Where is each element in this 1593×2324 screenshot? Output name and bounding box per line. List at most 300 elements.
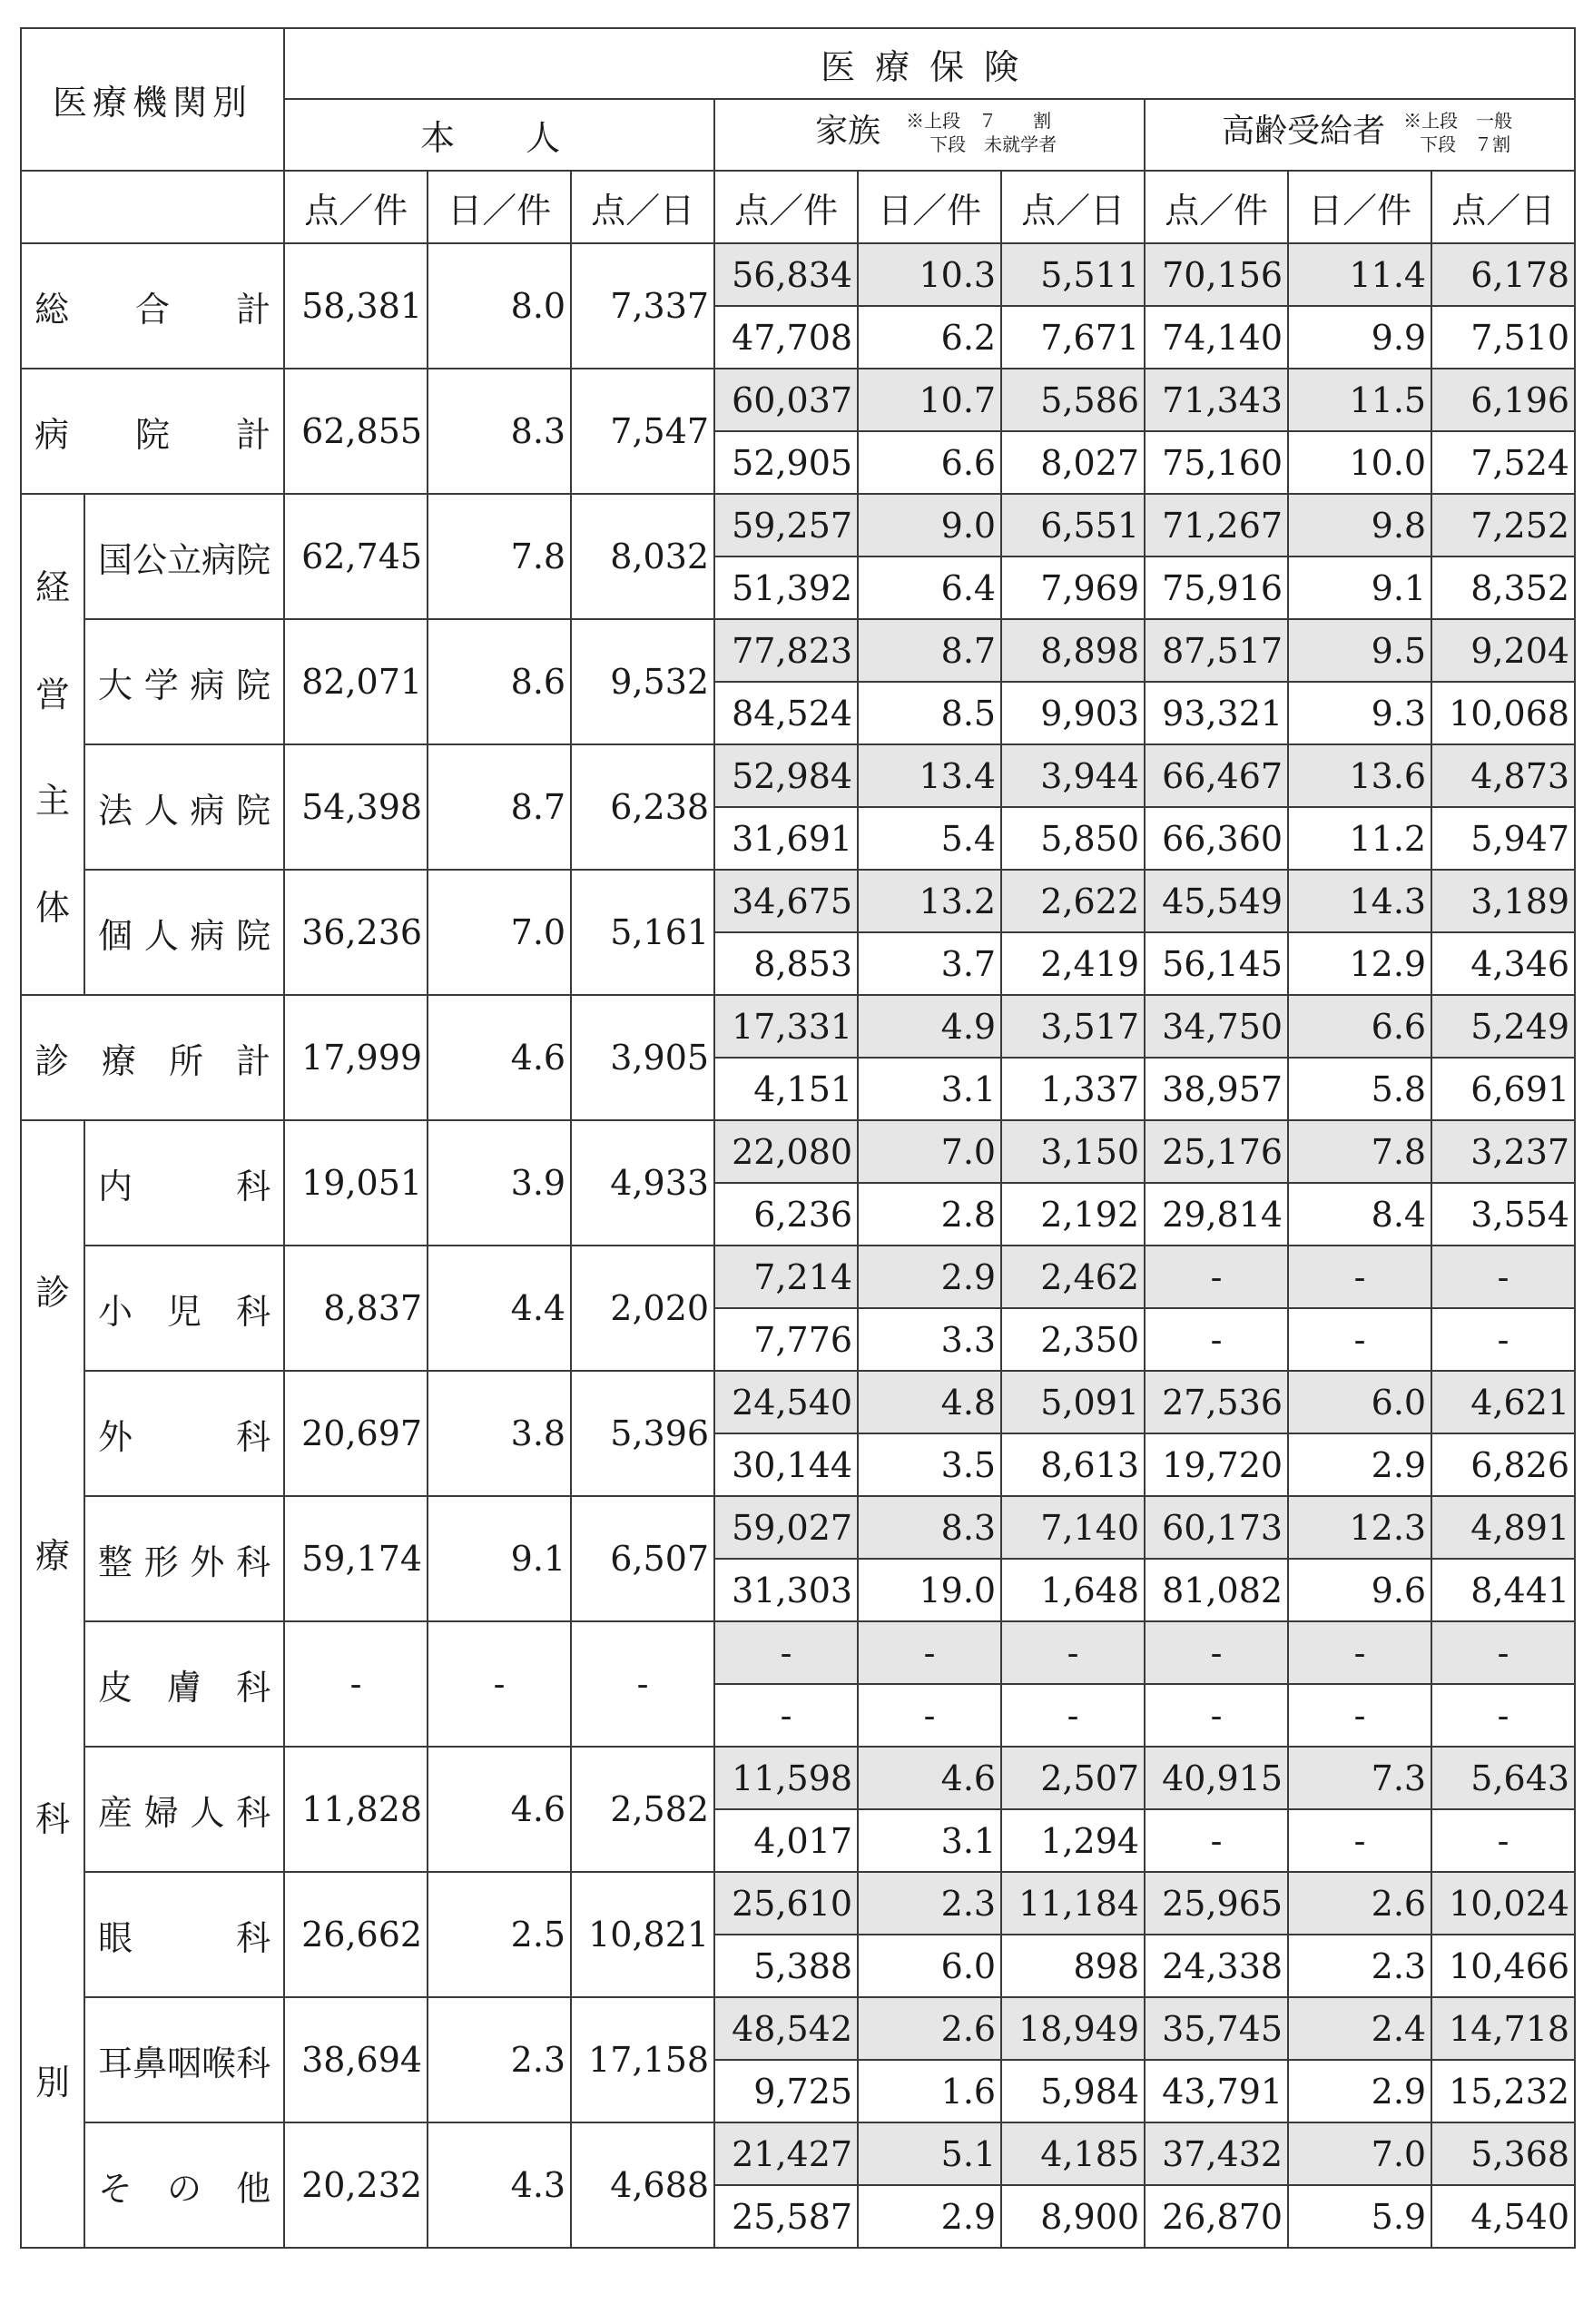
upper-value: 59,257 (714, 494, 858, 556)
upper-value: 35,745 (1145, 1997, 1288, 2060)
lower-value: 8,853 (714, 932, 858, 995)
lower-value: 19,720 (1145, 1433, 1288, 1496)
upper-value: 13.2 (858, 870, 1001, 932)
row-label-char: 計 (236, 289, 271, 330)
upper-value: 6,178 (1431, 243, 1575, 306)
upper-value: 4.6 (858, 1747, 1001, 1809)
lower-value: 7,524 (1431, 431, 1575, 494)
upper-value: 8.7 (858, 619, 1001, 682)
lower-value: 898 (1001, 1935, 1145, 1997)
upper-value: 4,891 (1431, 1496, 1575, 1559)
table-row-upper (21, 243, 1575, 306)
lower-value: 5.9 (1288, 2185, 1431, 2248)
row-label-char: 科 (236, 1541, 271, 1582)
koureisha-header-box (1146, 100, 1574, 170)
lower-value: 1,648 (1001, 1559, 1145, 1621)
lower-value: 74,140 (1145, 306, 1288, 369)
upper-value: 7.8 (1288, 1120, 1431, 1183)
koureisha-note-lower: 下段 ７割 (1420, 133, 1511, 155)
upper-value: 5,643 (1431, 1747, 1575, 1809)
medical-fee-table-wrapper (20, 27, 1576, 2249)
row-label-char: 病 (190, 790, 225, 831)
honnin-value: 17,999 (284, 995, 428, 1120)
upper-value: - (1431, 1246, 1575, 1308)
row-label-char: 形 (143, 1541, 179, 1582)
honnin-value: 6,238 (571, 744, 714, 870)
honnin-value: 2.3 (428, 1997, 571, 2122)
honnin-value: - (284, 1621, 428, 1747)
table-row-upper (21, 1747, 1575, 1809)
row-label-char: 個 (98, 915, 133, 956)
table-row-upper (21, 744, 1575, 807)
lower-value: 6,826 (1431, 1433, 1575, 1496)
honnin-value: 8,032 (571, 494, 714, 619)
upper-value: 4,873 (1431, 744, 1575, 807)
upper-value: 3,517 (1001, 995, 1145, 1058)
row-label-char: 院 (236, 665, 271, 705)
row-label (85, 532, 283, 582)
honnin-value: 62,745 (284, 494, 428, 619)
honnin-value: 2.5 (428, 1872, 571, 1997)
upper-value: 13.4 (858, 744, 1001, 807)
lower-value: 3.1 (858, 1058, 1001, 1120)
row-label-char: 国 (98, 539, 133, 580)
honnin-value: 6,507 (571, 1496, 714, 1621)
honnin-value: 8,837 (284, 1246, 428, 1371)
upper-value: 2.9 (858, 1246, 1001, 1308)
kazoku-header (714, 99, 1145, 171)
row-label-char: 計 (236, 1040, 271, 1081)
honnin-value: - (571, 1621, 714, 1747)
unit-header-cell: 点／件 (284, 171, 428, 243)
lower-value: 2,192 (1001, 1183, 1145, 1246)
row-label-cell (84, 744, 284, 870)
row-label-char: 咽 (167, 2043, 202, 2083)
upper-value: 6.6 (1288, 995, 1431, 1058)
upper-value: 2.6 (858, 1997, 1001, 2060)
honnin-value: 38,694 (284, 1997, 428, 2122)
group-label-char: 体 (34, 887, 70, 928)
lower-value: 24,338 (1145, 1935, 1288, 1997)
honnin-value: 26,662 (284, 1872, 428, 1997)
honnin-value: 5,396 (571, 1371, 714, 1496)
lower-value: 6.4 (858, 556, 1001, 619)
group-label-char: 営 (34, 674, 70, 714)
lower-value: 25,587 (714, 2185, 858, 2248)
unit-header-cell: 日／件 (1288, 171, 1431, 243)
lower-value: 5,388 (714, 1935, 858, 1997)
lower-value: 6.2 (858, 306, 1001, 369)
honnin-value: 8.0 (428, 243, 571, 369)
upper-value: 3,189 (1431, 870, 1575, 932)
lower-value: 4,540 (1431, 2185, 1575, 2248)
upper-value: 77,823 (714, 619, 858, 682)
lower-value: 1,294 (1001, 1809, 1145, 1872)
kazoku-note-lower: 下段 未就学者 (929, 133, 1057, 155)
row-label-char: 大 (98, 665, 133, 705)
lower-value: 30,144 (714, 1433, 858, 1496)
upper-value: 14.3 (1288, 870, 1431, 932)
lower-value: 8.4 (1288, 1183, 1431, 1246)
lower-value: 10,466 (1431, 1935, 1575, 1997)
row-label-char: 鼻 (133, 2043, 168, 2083)
group-label-char: 別 (34, 2062, 70, 2102)
upper-value: 40,915 (1145, 1747, 1288, 1809)
lower-value: 29,814 (1145, 1183, 1288, 1246)
table-row-upper (21, 1371, 1575, 1433)
row-label-char: 耳 (98, 2043, 133, 2083)
row-label-cell (84, 1747, 284, 1872)
lower-value: 6,236 (714, 1183, 858, 1246)
honnin-value: 5,161 (571, 870, 714, 995)
upper-value: 2,462 (1001, 1246, 1145, 1308)
lower-value: 66,360 (1145, 807, 1288, 870)
honnin-value: 9.1 (428, 1496, 571, 1621)
row-label-cell (84, 2122, 284, 2248)
group-label-keiei (21, 494, 84, 995)
row-label-char: 他 (236, 2168, 271, 2209)
row-label-cell (84, 1496, 284, 1621)
upper-value: 5,091 (1001, 1371, 1145, 1433)
honnin-value: 82,071 (284, 619, 428, 744)
upper-value: 34,750 (1145, 995, 1288, 1058)
row-label (22, 1033, 283, 1083)
row-label-char: 合 (135, 289, 171, 330)
upper-value: 9.0 (858, 494, 1001, 556)
upper-value: 25,965 (1145, 1872, 1288, 1935)
row-label-cell (84, 1621, 284, 1747)
lower-value: 9,903 (1001, 682, 1145, 744)
lower-value: 6.0 (858, 1935, 1001, 1997)
upper-value: 71,343 (1145, 369, 1288, 431)
upper-value: 3,237 (1431, 1120, 1575, 1183)
upper-value: 21,427 (714, 2122, 858, 2185)
upper-value: 4,621 (1431, 1371, 1575, 1433)
upper-value: 7.3 (1288, 1747, 1431, 1809)
row-label (85, 908, 283, 958)
upper-value: 22,080 (714, 1120, 858, 1183)
lower-value: 75,916 (1145, 556, 1288, 619)
upper-value: 4.8 (858, 1371, 1001, 1433)
upper-value: 11,184 (1001, 1872, 1145, 1935)
row-label-char: 喉 (202, 2043, 237, 2083)
table-row-upper (21, 369, 1575, 431)
lower-value: 93,321 (1145, 682, 1288, 744)
upper-value: - (714, 1621, 858, 1684)
row-label-char: 整 (98, 1541, 133, 1582)
row-label-cell (21, 369, 284, 494)
lower-value: 8,613 (1001, 1433, 1145, 1496)
koureisha-header-label: 高齢受給者 (1222, 113, 1386, 150)
lower-value: 6.6 (858, 431, 1001, 494)
upper-value: 10.7 (858, 369, 1001, 431)
honnin-value: 3.8 (428, 1371, 571, 1496)
upper-value: 34,675 (714, 870, 858, 932)
row-label (85, 657, 283, 707)
honnin-value: 11,828 (284, 1747, 428, 1872)
lower-value: - (1288, 1308, 1431, 1371)
honnin-value: 59,174 (284, 1496, 428, 1621)
row-label-cell (84, 1872, 284, 1997)
upper-value: 48,542 (714, 1997, 858, 2060)
lower-value: 5.8 (1288, 1058, 1431, 1120)
upper-value: 60,037 (714, 369, 858, 431)
honnin-value: 8.7 (428, 744, 571, 870)
koureisha-header (1145, 99, 1575, 171)
upper-value: 52,984 (714, 744, 858, 807)
upper-value: 4,185 (1001, 2122, 1145, 2185)
honnin-value: 20,697 (284, 1371, 428, 1496)
unit-header-cell: 点／件 (714, 171, 858, 243)
row-label-char: 人 (143, 790, 179, 831)
upper-value: 7.0 (858, 1120, 1001, 1183)
row-label-char: 科 (236, 1667, 271, 1708)
upper-value: 13.6 (1288, 744, 1431, 807)
medical-fee-table (20, 27, 1576, 2249)
row-label-char: 内 (98, 1166, 133, 1206)
honnin-value: 4.4 (428, 1246, 571, 1371)
upper-value: 2.6 (1288, 1872, 1431, 1935)
upper-value: 12.3 (1288, 1496, 1431, 1559)
lower-value: 2.9 (1288, 1433, 1431, 1496)
unit-header-blank (21, 171, 284, 243)
row-label-char: 院 (236, 915, 271, 956)
upper-value: 25,610 (714, 1872, 858, 1935)
row-label-cell (21, 995, 284, 1120)
kazoku-header-box (715, 100, 1144, 170)
unit-header-cell: 点／日 (1001, 171, 1145, 243)
lower-value: 10,068 (1431, 682, 1575, 744)
upper-value: - (1288, 1246, 1431, 1308)
group-label-char: 経 (34, 567, 70, 608)
lower-value: 26,870 (1145, 2185, 1288, 2248)
honnin-value: 7.8 (428, 494, 571, 619)
lower-value: 19.0 (858, 1559, 1001, 1621)
group-label-char: 診 (34, 1272, 70, 1313)
lower-value: 9.6 (1288, 1559, 1431, 1621)
lower-value: 38,957 (1145, 1058, 1288, 1120)
upper-value: 11.4 (1288, 243, 1431, 306)
table-row-upper (21, 1621, 1575, 1684)
upper-value: 17,331 (714, 995, 858, 1058)
lower-value: 5,947 (1431, 807, 1575, 870)
row-label-char: 科 (236, 1917, 271, 1958)
lower-value: 43,791 (1145, 2060, 1288, 2122)
upper-value: 10,024 (1431, 1872, 1575, 1935)
lower-value: - (1145, 1684, 1288, 1747)
lower-value: 2.9 (858, 2185, 1001, 2248)
lower-value: - (1288, 1684, 1431, 1747)
lower-value: - (1145, 1308, 1288, 1371)
upper-value: 70,156 (1145, 243, 1288, 306)
upper-value: 7.0 (1288, 2122, 1431, 2185)
category-header-label: 医療機関別 (53, 83, 253, 123)
upper-value: 5,249 (1431, 995, 1575, 1058)
row-label-char: 外 (98, 1416, 133, 1457)
table-row-upper (21, 995, 1575, 1058)
upper-value: 8,898 (1001, 619, 1145, 682)
table-row-upper (21, 619, 1575, 682)
row-label-char: 科 (236, 2043, 271, 2083)
lower-value: 8,027 (1001, 431, 1145, 494)
row-label-char: 病 (190, 915, 225, 956)
honnin-value: 4,933 (571, 1120, 714, 1246)
upper-value: - (1288, 1621, 1431, 1684)
lower-value: 2.3 (1288, 1935, 1431, 1997)
row-label-cell (84, 1120, 284, 1246)
row-label (22, 407, 283, 457)
upper-value: 3,150 (1001, 1120, 1145, 1183)
row-label-char: 産 (98, 1792, 133, 1833)
kazoku-header-label: 家族 (815, 113, 881, 150)
upper-value: 2.3 (858, 1872, 1001, 1935)
upper-value: 6.0 (1288, 1371, 1431, 1433)
row-label-char: 診 (34, 1040, 70, 1081)
group-label-char: 主 (34, 781, 70, 822)
row-label-char: 公 (133, 539, 168, 580)
lower-value: 56,145 (1145, 932, 1288, 995)
upper-value: 4.9 (858, 995, 1001, 1058)
row-label-char: 病 (202, 539, 237, 580)
lower-value: 9,725 (714, 2060, 858, 2122)
lower-value: 3.5 (858, 1433, 1001, 1496)
upper-value: 60,173 (1145, 1496, 1288, 1559)
lower-value: 7,969 (1001, 556, 1145, 619)
group-label-char: 療 (34, 1535, 70, 1576)
unit-header-cell: 点／件 (1145, 171, 1288, 243)
lower-value: - (858, 1684, 1001, 1747)
row-label-char: 法 (98, 790, 133, 831)
upper-value: 6,551 (1001, 494, 1145, 556)
row-label-char: 院 (236, 790, 271, 831)
row-label-char: 児 (167, 1291, 202, 1332)
honnin-value: 3.9 (428, 1120, 571, 1246)
upper-value: 11.5 (1288, 369, 1431, 431)
row-label-char: 科 (236, 1166, 271, 1206)
table-row-upper (21, 1997, 1575, 2060)
lower-value: - (1431, 1809, 1575, 1872)
lower-value: 2,350 (1001, 1308, 1145, 1371)
honnin-value: 4,688 (571, 2122, 714, 2248)
lower-value: - (714, 1684, 858, 1747)
upper-value: 66,467 (1145, 744, 1288, 807)
lower-value: - (1001, 1684, 1145, 1747)
upper-value: 56,834 (714, 243, 858, 306)
upper-value: 10.3 (858, 243, 1001, 306)
kazoku-note-upper: ※上段 ７ 割 (906, 110, 1052, 132)
unit-header-cell: 日／件 (858, 171, 1001, 243)
honnin-value: - (428, 1621, 571, 1747)
row-label-char: 眼 (98, 1917, 133, 1958)
row-label-char: 病 (34, 414, 70, 455)
lower-value: 3,554 (1431, 1183, 1575, 1246)
upper-value: 2,622 (1001, 870, 1145, 932)
insurance-header (284, 28, 1575, 99)
upper-value: 5,586 (1001, 369, 1145, 431)
lower-value: 5.4 (858, 807, 1001, 870)
upper-value: 2.4 (1288, 1997, 1431, 2060)
upper-value: 71,267 (1145, 494, 1288, 556)
lower-value: 7,510 (1431, 306, 1575, 369)
unit-header-cell: 日／件 (428, 171, 571, 243)
lower-value: 4,151 (714, 1058, 858, 1120)
lower-value: 3.1 (858, 1809, 1001, 1872)
upper-value: 7,140 (1001, 1496, 1145, 1559)
lower-value: 4,017 (714, 1809, 858, 1872)
honnin-value: 19,051 (284, 1120, 428, 1246)
group-label-char: 科 (34, 1798, 70, 1839)
lower-value: 8.5 (858, 682, 1001, 744)
lower-value: 9.1 (1288, 556, 1431, 619)
row-label (85, 1785, 283, 1835)
upper-value: 7,252 (1431, 494, 1575, 556)
honnin-value: 7,547 (571, 369, 714, 494)
lower-value: 8,900 (1001, 2185, 1145, 2248)
table-row-upper (21, 1246, 1575, 1308)
lower-value: 81,082 (1145, 1559, 1288, 1621)
honnin-value: 9,532 (571, 619, 714, 744)
lower-value: - (1431, 1684, 1575, 1747)
group-label-chars (22, 1121, 84, 2247)
lower-value: 12.9 (1288, 932, 1431, 995)
lower-value: 9.3 (1288, 682, 1431, 744)
category-header (21, 28, 284, 171)
row-label (22, 281, 283, 331)
honnin-value: 20,232 (284, 2122, 428, 2248)
row-label-cell (84, 870, 284, 995)
group-label-shinryoka (21, 1120, 84, 2248)
row-label (85, 1910, 283, 1960)
upper-value: 59,027 (714, 1496, 858, 1559)
row-label-cell (84, 1997, 284, 2122)
upper-value: 5.1 (858, 2122, 1001, 2185)
lower-value: 31,303 (714, 1559, 858, 1621)
honnin-value: 58,381 (284, 243, 428, 369)
lower-value: 3.7 (858, 932, 1001, 995)
upper-value: 6,196 (1431, 369, 1575, 431)
lower-value: 51,392 (714, 556, 858, 619)
row-label-char: そ (98, 2168, 133, 2209)
lower-value: - (1431, 1308, 1575, 1371)
lower-value: 9.9 (1288, 306, 1431, 369)
upper-value: 3,944 (1001, 744, 1145, 807)
row-label-char: 療 (102, 1040, 137, 1081)
row-label-cell (84, 1371, 284, 1496)
row-label (85, 2035, 283, 2085)
row-label (85, 1409, 283, 1459)
honnin-value: 2,020 (571, 1246, 714, 1371)
row-label-char: 膚 (167, 1667, 202, 1708)
row-label-char: 病 (190, 665, 225, 705)
honnin-value: 4.6 (428, 1747, 571, 1872)
upper-value: 18,949 (1001, 1997, 1145, 2060)
upper-value: 7,214 (714, 1246, 858, 1308)
unit-header-cell: 点／日 (571, 171, 714, 243)
row-label-char: 計 (236, 414, 271, 455)
upper-value: 24,540 (714, 1371, 858, 1433)
row-label-cell (84, 494, 284, 619)
lower-value: 2.9 (1288, 2060, 1431, 2122)
lower-value: 6,691 (1431, 1058, 1575, 1120)
row-label-cell (84, 619, 284, 744)
honnin-value: 7.0 (428, 870, 571, 995)
lower-value: 52,905 (714, 431, 858, 494)
lower-value: 8,441 (1431, 1559, 1575, 1621)
lower-value: 3.3 (858, 1308, 1001, 1371)
lower-value: 4,346 (1431, 932, 1575, 995)
row-label-char: 科 (236, 1291, 271, 1332)
upper-value: 5,511 (1001, 243, 1145, 306)
